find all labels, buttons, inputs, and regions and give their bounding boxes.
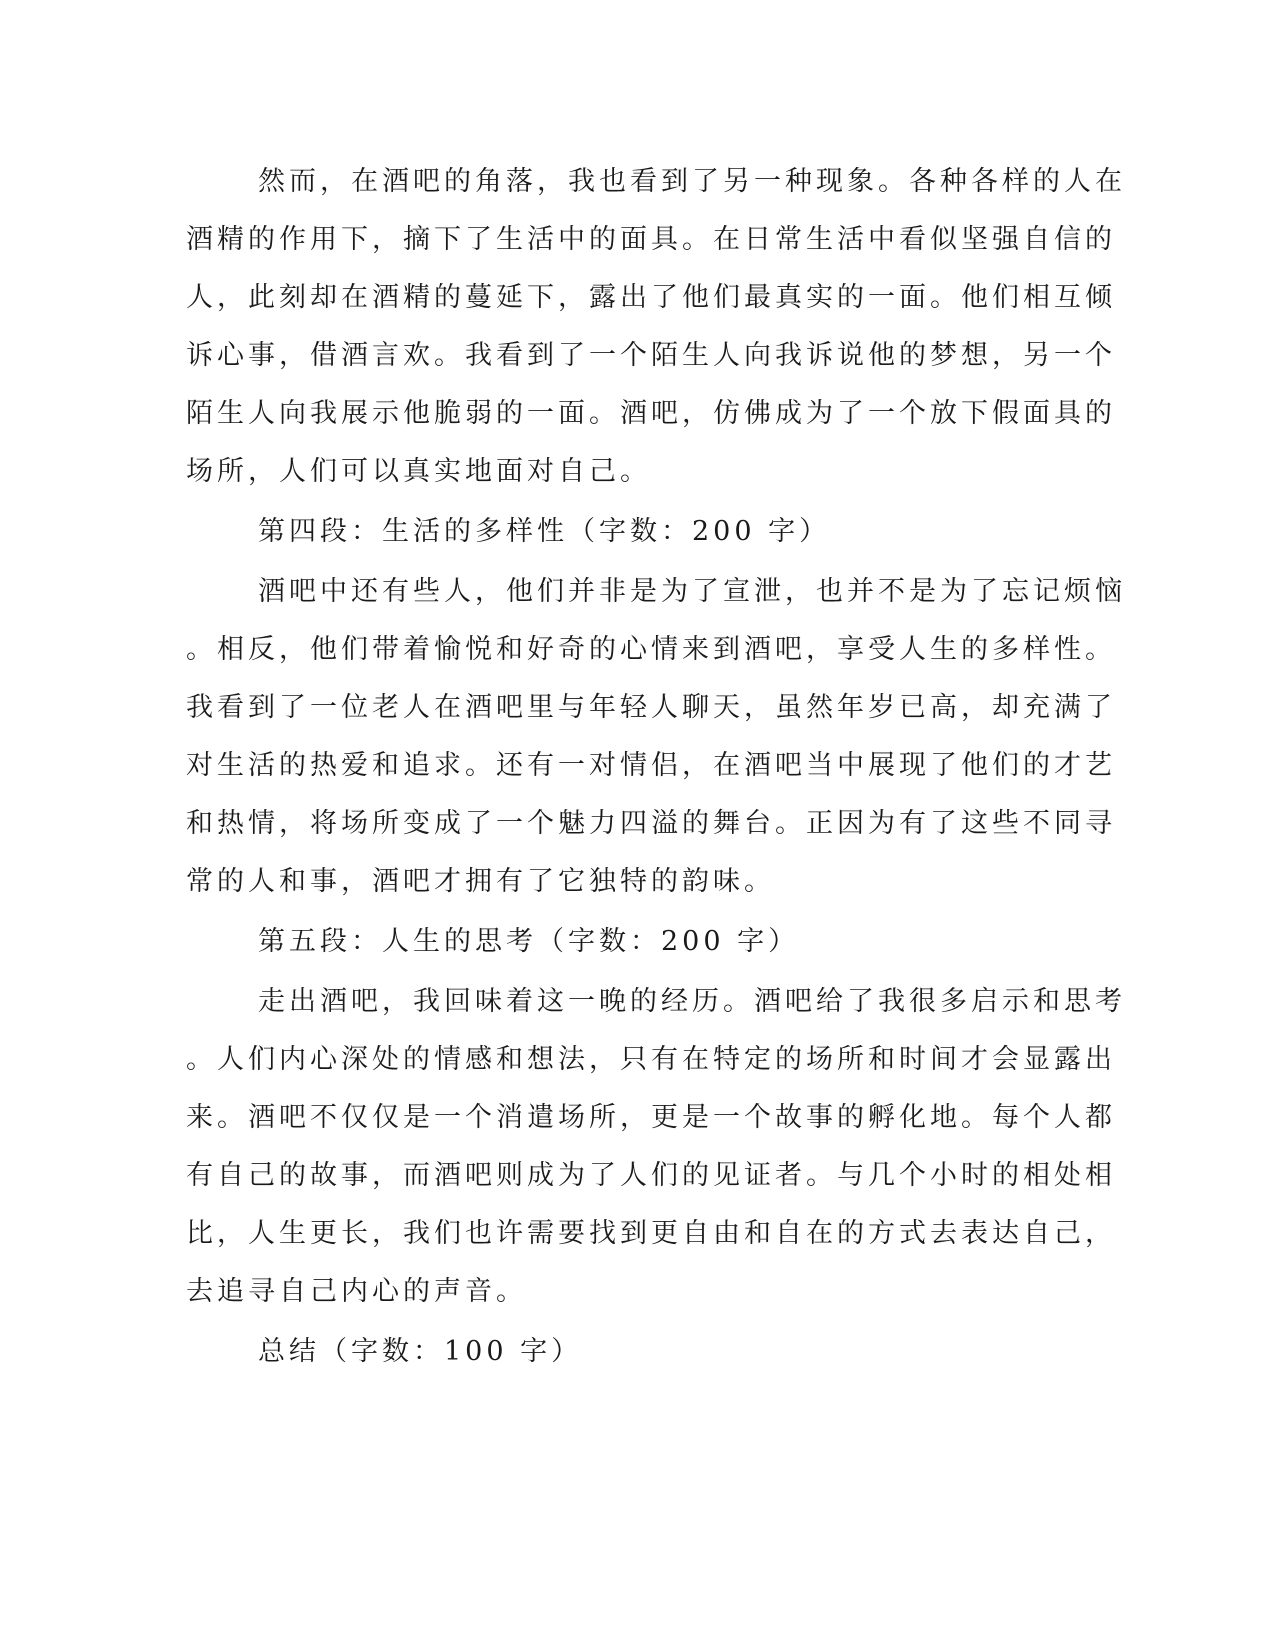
paragraph-4-line-4: 对生活的热爱和追求。还有一对情侣，在酒吧当中展现了他们的才艺	[186, 750, 1116, 781]
paragraph-4-line-1: 酒吧中还有些人，他们并非是为了宣泄，也并不是为了忘记烦恼	[258, 576, 1126, 607]
section-heading-4: 第四段：生活的多样性（字数：200 字）	[258, 516, 831, 547]
paragraph-3-line-1: 然而，在酒吧的角落，我也看到了另一种现象。各种各样的人在	[258, 166, 1126, 197]
paragraph-3-line-4: 诉心事，借酒言欢。我看到了一个陌生人向我诉说他的梦想，另一个	[186, 340, 1116, 371]
paragraph-3-line-2: 酒精的作用下，摘下了生活中的面具。在日常生活中看似坚强自信的	[186, 224, 1116, 255]
paragraph-5-line-6: 去追寻自己内心的声音。	[186, 1276, 527, 1307]
paragraph-5-line-4: 有自己的故事，而酒吧则成为了人们的见证者。与几个小时的相处相	[186, 1160, 1116, 1191]
paragraph-4-line-3: 我看到了一位老人在酒吧里与年轻人聊天，虽然年岁已高，却充满了	[186, 692, 1116, 723]
paragraph-5-line-1: 走出酒吧，我回味着这一晚的经历。酒吧给了我很多启示和思考	[258, 986, 1126, 1017]
paragraph-4-line-6: 常的人和事，酒吧才拥有了它独特的韵味。	[186, 866, 775, 897]
paragraph-3-line-3: 人，此刻却在酒精的蔓延下，露出了他们最真实的一面。他们相互倾	[186, 282, 1116, 313]
paragraph-5-line-3: 来。酒吧不仅仅是一个消遣场所，更是一个故事的孵化地。每个人都	[186, 1102, 1116, 1133]
paragraph-4-line-2: 。相反，他们带着愉悦和好奇的心情来到酒吧，享受人生的多样性。	[186, 634, 1116, 665]
paragraph-5-line-5: 比，人生更长，我们也许需要找到更自由和自在的方式去表达自己，	[186, 1218, 1116, 1249]
paragraph-3-line-5: 陌生人向我展示他脆弱的一面。酒吧，仿佛成为了一个放下假面具的	[186, 398, 1116, 429]
paragraph-5-line-2: 。人们内心深处的情感和想法，只有在特定的场所和时间才会显露出	[186, 1044, 1116, 1075]
section-heading-summary: 总结（字数：100 字）	[258, 1336, 583, 1367]
section-heading-5: 第五段：人生的思考（字数：200 字）	[258, 926, 800, 957]
paragraph-4-line-5: 和热情，将场所变成了一个魅力四溢的舞台。正因为有了这些不同寻	[186, 808, 1116, 839]
paragraph-3-line-6: 场所，人们可以真实地面对自己。	[186, 456, 651, 487]
